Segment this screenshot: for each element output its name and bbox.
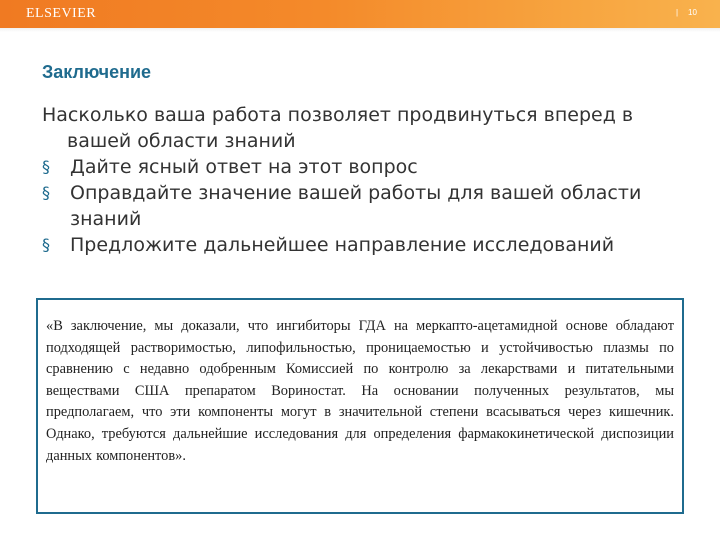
bullet-list (42, 154, 682, 258)
quote-text: «В заключение, мы доказали, что ингибиторы ГДА на меркапто-ацетамидной основе обладают подходящей растворимостью, липофильностью, проницаемостью и устойчивостью плазмы по сравнению с недавно одобренным Комиссией по контролю за лекарствами и питательными веществами США препаратом Вориностат. На основании полученных результатов, мы предполагаем, что эти компоненты могут в значительной степени всасываться через кишечник. Однако, требуются дальнейшие исследования для определения фармакокинетической диспозиции данных компонентов». (46, 318, 674, 464)
bullet-text: Дайте ясный ответ на этот вопрос (70, 156, 418, 178)
bullet-text: Оправдайте значение вашей работы для вашей области знаний (70, 182, 642, 230)
page-number: 10 (688, 8, 697, 17)
header-divider (0, 28, 720, 32)
square-bullet-icon: § (42, 157, 50, 176)
bullet-item (42, 154, 682, 180)
intro-text: Насколько ваша работа позволяет продвинуться вперед в вашей области знаний (42, 104, 634, 152)
header-bar (0, 0, 720, 28)
square-bullet-icon: § (42, 235, 50, 254)
quote-box (36, 298, 684, 514)
bullet-item (42, 180, 682, 232)
elsevier-logo: ELSEVIER (26, 6, 97, 21)
slide-title: Заключение (42, 62, 152, 82)
bullet-item (42, 232, 682, 258)
page-separator: | (676, 8, 679, 17)
bullet-text: Предложите дальнейшее направление исследований (70, 234, 615, 256)
slide-content (42, 102, 682, 258)
square-bullet-icon: § (42, 183, 50, 202)
